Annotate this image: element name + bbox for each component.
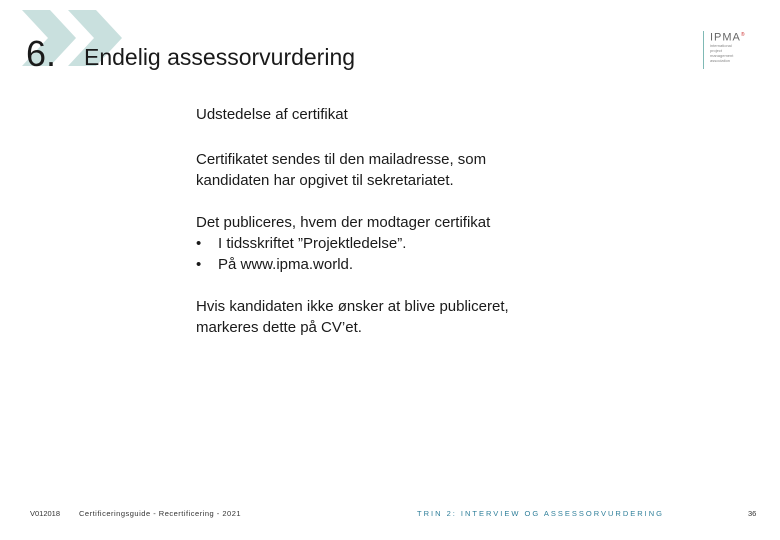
logo-subtext: international project management association [710, 43, 734, 63]
section-number: 6. [26, 33, 57, 74]
paragraph-line: Det publiceres, hvem der modtager certifikat [196, 214, 491, 231]
paragraph-line: Hvis kandidaten ikke ønsker at blive publiceret, [196, 298, 509, 315]
bullet-marker: • [196, 235, 202, 252]
footer-step-label: TRIN 2: INTERVIEW OG ASSESSORVURDERING [417, 509, 665, 518]
logo-wordmark: IPMA® [710, 31, 746, 44]
paragraph-publication [196, 212, 716, 275]
logo-divider [703, 31, 704, 69]
paragraph-line: kandidaten har opgivet til sekretariatet. [196, 172, 454, 189]
bullet-marker: • [196, 256, 202, 273]
paragraph-opt-out [196, 296, 716, 338]
list-item [196, 233, 716, 254]
ipma-logo [703, 29, 763, 71]
paragraph-line: Certifikatet sendes til den mailadresse, som [196, 151, 487, 168]
footer-version: V012018 [30, 509, 61, 518]
content-heading: Udstedelse af certifikat [196, 106, 348, 123]
page-title: Endelig assessorvurdering [84, 44, 356, 70]
list-item [196, 254, 716, 275]
bullet-text: På www.ipma.world. [218, 256, 354, 273]
footer-guide-title: Certificeringsguide - Recertificering - 2021 [79, 509, 242, 518]
slide-content [196, 104, 716, 359]
paragraph-certificate-mail [196, 149, 716, 191]
bullet-text: I tidsskriftet ”Projektledelse”. [218, 235, 407, 252]
paragraph-line: markeres dette på CV’et. [196, 319, 362, 336]
footer-page-number: 36 [748, 509, 757, 518]
